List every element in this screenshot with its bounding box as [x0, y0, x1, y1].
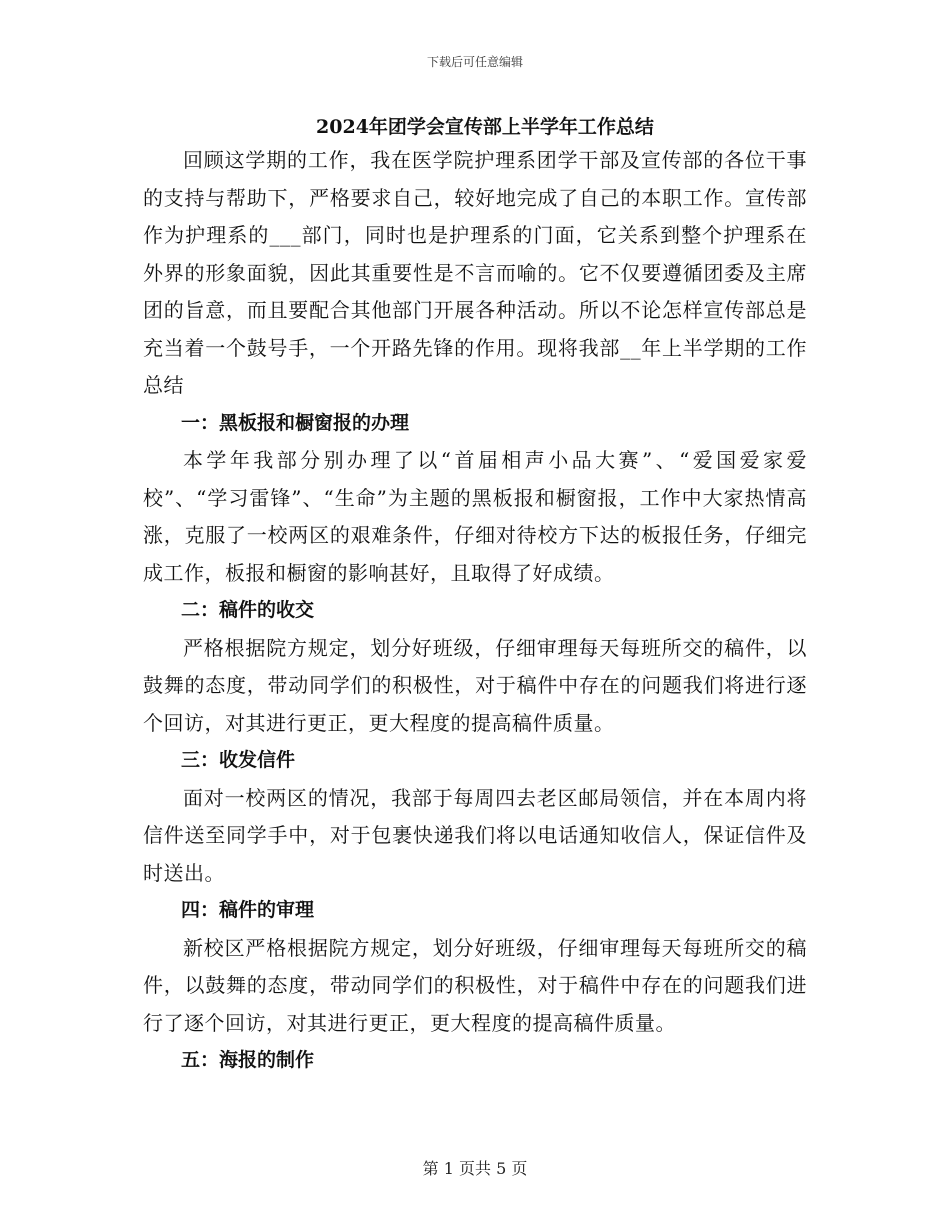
section-heading-3: 三：收发信件	[181, 749, 296, 771]
page-number-footer: 第 1 页共 5 页	[422, 1159, 528, 1178]
section-body-2: 严格根据院方规定，划分好班级，仔细审理每天每班所交的稿件，以鼓舞的态度，带动同学们的积极性，对于稿件中存在的问题我们将进行逐个回访，对其进行更正，更大程度的提高稿件质量。	[143, 635, 807, 735]
section-body-1: 本学年我部分别办理了以“首届相声小品大赛”、“爱国爱家爱校”、“学习雷锋”、“生命”为主题的黑板报和橱窗报，工作中大家热情高涨，克服了一校两区的艰难条件，仔细对待校方下达的板报任务，仔细完成工作，板报和橱窗的影响甚好，且取得了好成绩。	[143, 448, 807, 585]
document-body	[143, 112, 807, 1080]
header-note: 下载后可任意编辑	[426, 55, 523, 69]
section-heading-1: 一：黑板报和橱窗报的办理	[181, 411, 410, 434]
section-heading-2: 二：稿件的收交	[181, 599, 315, 621]
section-heading-5: 五：海报的制作	[181, 1049, 315, 1071]
intro-paragraph: 回顾这学期的工作，我在医学院护理系团学干部及宣传部的各位干事的支持与帮助下，严格要求自己，较好地完成了自己的本职工作。宣传部作为护理系的___部门，同时也是护理系的门面，它关系到整个护理系在外界的形象面貌，因此其重要性是不言而喻的。它不仅要遵循团委及主席团的旨意，而且要配合其他部门开展各种活动。所以不论怎样宣传部总是充当着一个鼓号手，一个开路先锋的作用。现将我部__年上半学期的工作总结	[143, 148, 807, 397]
section-body-4: 新校区严格根据院方规定，划分好班级，仔细审理每天每班所交的稿件，以鼓舞的态度，带动同学们的积极性，对于稿件中存在的问题我们进行了逐个回访，对其进行更正，更大程度的提高稿件质量。	[143, 935, 807, 1035]
section-heading-4: 四：稿件的审理	[181, 899, 315, 921]
section-body-3: 面对一校两区的情况，我部于每周四去老区邮局领信，并在本周内将信件送至同学手中，对于包裹快递我们将以电话通知收信人，保证信件及时送出。	[143, 785, 807, 885]
document-title: 2024年团学会宣传部上半学年工作总结	[316, 116, 654, 138]
